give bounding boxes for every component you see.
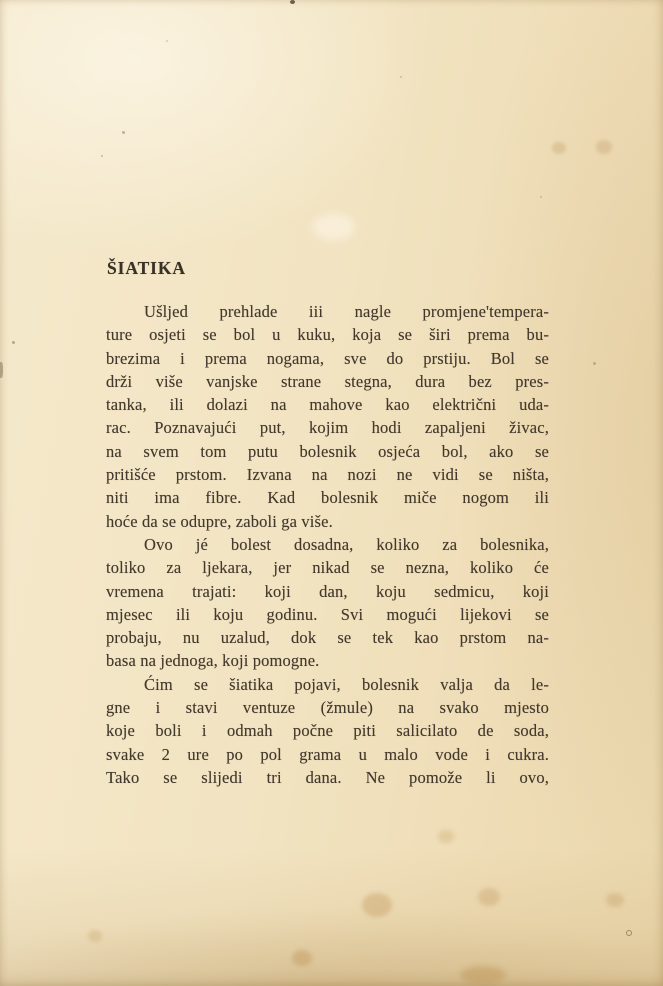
paper-speck: [101, 155, 103, 157]
text-line: Ušljed prehlade iii nagle promjene'tempera-: [144, 302, 549, 321]
foxing-spot: [438, 830, 454, 843]
light-spot: [313, 214, 355, 240]
text-line: Tako se slijedi tri dana. Ne pomože li ovo,: [106, 767, 549, 787]
text-line: hoće da se odupre, zaboli ga više.: [106, 511, 333, 531]
foxing-spot: [552, 142, 566, 154]
text-line: rac. Poznavajući put, kojim hodi zapaljeni živac,: [106, 418, 549, 438]
text-line: niti ima fibre. Kad bolesnik miče nogom ili: [106, 488, 549, 508]
foxing-spot: [478, 888, 500, 906]
text-block: [106, 300, 549, 789]
text-line: svake 2 ure po pol grama u malo vode i cukra.: [106, 744, 549, 764]
text-line: na svem tom putu bolesnik osjeća bol, ako se: [106, 441, 549, 461]
foxing-spot: [88, 930, 102, 942]
text-line: basa na jednoga, koji pomogne.: [106, 651, 320, 671]
paper-speck: [593, 362, 596, 365]
edge-smudge: [0, 362, 3, 378]
text-line: vremena trajati: koji dan, koju sedmicu, koji: [106, 581, 549, 601]
text-line: Ćim se šiatika pojavi, bolesnik valja da le-: [144, 674, 549, 694]
text-line: mjesec ili koju godinu. Svi mogući lijekovi se: [106, 604, 549, 624]
paragraph: [106, 673, 549, 789]
text-line: probaju, nu uzalud, dok se tek kao prstom na-: [106, 628, 549, 648]
text-line: toliko za ljekara, jer nikad se nezna, koliko će: [106, 558, 549, 578]
page-title: ŠIATIKA: [107, 258, 186, 278]
paper-speck: [166, 40, 168, 42]
text-line: koje boli i odmah počne piti salicilato de soda,: [106, 721, 549, 741]
text-line: brezima i prema nogama, sve do prstiju. Bol se: [106, 348, 549, 368]
paper-speck: [400, 76, 402, 78]
text-line: pritišće prstom. Izvana na nozi ne vidi se ništa,: [106, 465, 549, 485]
paper-speck: [122, 131, 125, 134]
text-line: tanka, ili dolazi na mahove kao električni uda-: [106, 395, 549, 415]
paper-speck: [626, 930, 632, 936]
text-line: ture osjeti se bol u kuku, koja se širi prema bu-: [106, 325, 549, 345]
paper-speck: [290, 0, 295, 4]
paragraph: [106, 300, 549, 533]
paper-speck: [540, 196, 542, 198]
paper-speck: [12, 341, 15, 344]
text-line: Ovo jé bolest dosadna, koliko za bolesnika,: [144, 534, 549, 554]
foxing-spot: [460, 966, 506, 984]
foxing-spot: [596, 140, 612, 154]
paragraph: [106, 533, 549, 673]
foxing-spot: [292, 950, 312, 966]
text-line: drži više vanjske strane stegna, dura bez pres-: [106, 371, 549, 391]
text-line: gne i stavi ventuze (žmule) na svako mjesto: [106, 698, 549, 718]
foxing-spot: [362, 893, 392, 917]
foxing-spot: [606, 893, 624, 907]
